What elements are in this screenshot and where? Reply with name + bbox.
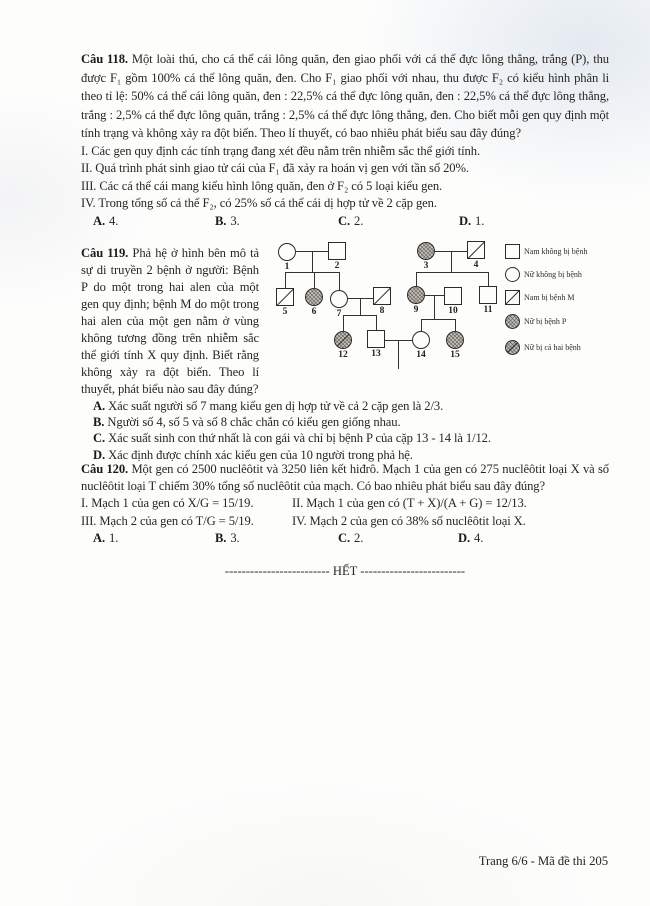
person-1-female-unaffected-icon bbox=[278, 243, 296, 261]
person-2-male-unaffected-icon bbox=[328, 242, 346, 260]
option-a-label: A. bbox=[93, 531, 106, 545]
question-118-option-b bbox=[215, 214, 240, 229]
option-a-text: 1. bbox=[109, 531, 119, 545]
person-13-male-unaffected-icon bbox=[367, 330, 385, 348]
question-119-paragraph bbox=[81, 245, 609, 398]
question-120-label: Câu 120. bbox=[81, 462, 129, 476]
option-c-text: 2. bbox=[354, 531, 364, 545]
question-120-statement-4: IV. Mạch 2 của gen có 38% số nuclêôtit loại X. bbox=[292, 513, 526, 528]
person-6-female-disease-p-icon bbox=[305, 288, 323, 306]
question-119-label: Câu 119. bbox=[81, 246, 129, 260]
pedigree-line bbox=[312, 251, 313, 272]
option-c-label: C. bbox=[338, 531, 351, 545]
person-14-number: 14 bbox=[416, 350, 426, 360]
question-119-option-c bbox=[81, 430, 609, 446]
option-d-text: Xác định được chính xác kiểu gen của 10 người trong phả hệ. bbox=[108, 447, 413, 462]
person-3-number: 3 bbox=[423, 261, 429, 271]
legend-item bbox=[505, 288, 574, 304]
pedigree-line bbox=[488, 272, 489, 286]
person-12-female-both-diseases-icon bbox=[334, 331, 352, 349]
question-120-option-a bbox=[93, 531, 118, 546]
question-120-text: Một gen có 2500 nuclêôtit và 3250 liên kết hiđrô. Mạch 1 của gen có 275 nuclêôtit loại X và số nuclêôtit loại T chiếm 30% tổng số nuclêôtit của mạch. Có bao nhiêu phát biểu sau đây đúng? bbox=[81, 462, 609, 493]
question-118-text: Một loài thú, cho cá thể cái lông quăn, đen giao phối với cá thể đực lông thẳng, trắng (P), thu được F₁ gồm 100% cá thể lông quăn, đen. Cho F₁ giao phối với nhau, thu được F₂ có kiểu hình phân li theo tỉ lệ: 50% cá thể cái lông quăn, đen : 22,5% cá thể đực lông quăn, đen : 22,5% cá thể đực lông thẳng, trắng : 2,5% cá thể đực lông quăn, trắng : 2,5% cá thể đực lông thẳng, đen. Cho biết mỗi gen quy định một tính trạng và không xảy ra đột biến. Theo lí thuyết, có bao nhiêu phát biểu sau đây đúng? bbox=[81, 52, 609, 140]
option-b-text: 3. bbox=[230, 531, 240, 545]
option-d-label: D. bbox=[458, 531, 471, 545]
question-120-statement-2: II. Mạch 1 của gen có (T + X)/(A + G) = 12/13. bbox=[292, 496, 527, 510]
legend-label: Nữ không bị bệnh bbox=[524, 269, 582, 279]
question-119-option-b bbox=[81, 414, 609, 430]
person-6-number: 6 bbox=[311, 307, 317, 317]
person-15-number: 15 bbox=[450, 350, 460, 360]
option-d-label: D. bbox=[459, 213, 472, 228]
legend-item bbox=[505, 242, 587, 258]
legend-item bbox=[505, 265, 582, 281]
option-c-text: 2. bbox=[354, 213, 364, 228]
question-120-statement-1: I. Mạch 1 của gen có X/G = 15/19. bbox=[81, 496, 254, 510]
question-118-statement-2: II. Quá trình phát sinh giao tử cái của F₁ đã xảy ra hoán vị gen với tần số 20%. bbox=[81, 161, 469, 175]
legend-male-unaffected-icon bbox=[505, 244, 520, 259]
question-118-option-a bbox=[93, 214, 118, 229]
person-10-male-unaffected-icon bbox=[444, 287, 462, 305]
question-120-option-d bbox=[458, 531, 483, 546]
person-7-number: 7 bbox=[336, 309, 342, 319]
person-12-number: 12 bbox=[338, 350, 348, 360]
question-118-statement-1: I. Các gen quy định các tính trạng đang xét đều nằm trên nhiễm sắc thể giới tính. bbox=[81, 143, 480, 158]
legend-label: Nam không bị bệnh bbox=[524, 246, 588, 256]
person-8-male-disease-m-icon bbox=[373, 287, 391, 305]
person-3-female-disease-p-icon bbox=[417, 242, 435, 260]
page-footer: Trang 6/6 - Mã đề thi 205 bbox=[478, 854, 608, 868]
question-120-statement-3: III. Mạch 2 của gen có T/G = 5/19. bbox=[81, 513, 254, 528]
pedigree-line bbox=[421, 319, 455, 320]
person-5-male-disease-m-icon bbox=[276, 288, 294, 306]
legend-female-both-diseases-icon bbox=[505, 340, 520, 355]
question-118-paragraph bbox=[81, 50, 609, 143]
option-a-label: A. bbox=[93, 399, 106, 413]
person-14-female-unaffected-icon bbox=[412, 331, 430, 349]
legend-item bbox=[505, 338, 581, 354]
question-118-option-d bbox=[459, 214, 484, 229]
option-d-text: 1. bbox=[475, 213, 485, 228]
question-120-statements bbox=[81, 495, 609, 530]
legend-label: Nữ bị bệnh P bbox=[524, 316, 567, 326]
person-7-female-unaffected-icon bbox=[330, 290, 348, 308]
legend-female-disease-p-icon bbox=[505, 314, 520, 329]
person-13-number: 13 bbox=[371, 349, 381, 359]
option-a-text: 4. bbox=[109, 213, 119, 228]
pedigree-line bbox=[455, 319, 456, 331]
pedigree-line bbox=[416, 272, 417, 286]
legend-label: Nam bị bệnh M bbox=[524, 292, 575, 302]
person-9-female-disease-p-icon bbox=[407, 286, 425, 304]
question-118-option-c bbox=[338, 214, 363, 229]
person-4-male-disease-m-icon bbox=[467, 241, 485, 259]
person-11-male-unaffected-icon bbox=[479, 286, 497, 304]
legend-label: Nữ bị cả hai bệnh bbox=[524, 342, 581, 352]
person-8-number: 8 bbox=[379, 306, 385, 316]
pedigree-line bbox=[314, 272, 315, 288]
pedigree-child-line bbox=[398, 340, 399, 369]
person-15-female-disease-p-icon bbox=[446, 331, 464, 349]
legend-item bbox=[505, 312, 566, 328]
legend-male-disease-m-icon bbox=[505, 290, 520, 305]
person-4-number: 4 bbox=[473, 260, 479, 270]
pedigree-line bbox=[421, 319, 422, 331]
option-a-label: A. bbox=[93, 213, 106, 228]
pedigree-line bbox=[360, 298, 361, 315]
pedigree-line bbox=[416, 272, 488, 273]
question-118-statement-3: III. Các cá thể cái mang kiểu hình lông quăn, đen ở F₂ có 5 loại kiểu gen. bbox=[81, 178, 443, 193]
option-b-label: B. bbox=[93, 415, 105, 430]
pedigree-line bbox=[285, 272, 286, 288]
question-119-text: Phả hệ ở hình bên mô tả sự di truyền 2 bệnh ở người: Bệnh P do một trong hai alen của một gen quy định; bệnh M do một trong hai alen của một gen nằm ở vùng không tương đồng trên nhiễm sắc thể giới tính X quy định. Biết rằng không xảy ra đột biến. Theo lí thuyết, phát biểu nào sau đây đúng? bbox=[81, 246, 259, 396]
question-118-statement-4: IV. Trong tổng số cá thể F₂, có 25% số cá thể cái dị hợp tử về 2 cặp gen. bbox=[81, 196, 437, 210]
question-118-answer-row bbox=[81, 214, 609, 231]
end-of-exam-marker: ------------------------- HẾT ------------------------- bbox=[224, 564, 466, 578]
option-c-label: C. bbox=[338, 213, 351, 228]
option-a-text: Xác suất người số 7 mang kiểu gen dị hợp tử về cả 2 cặp gen là 2/3. bbox=[108, 399, 444, 413]
option-d-label: D. bbox=[93, 447, 106, 462]
pedigree-figure bbox=[265, 239, 609, 377]
pedigree-line bbox=[339, 272, 340, 290]
question-120-answer-row bbox=[81, 531, 609, 548]
question-118 bbox=[81, 50, 609, 231]
person-5-number: 5 bbox=[282, 307, 288, 317]
question-120-option-b bbox=[215, 531, 240, 546]
question-120-option-c bbox=[338, 531, 363, 546]
option-c-label: C. bbox=[93, 431, 106, 446]
person-2-number: 2 bbox=[334, 261, 340, 271]
pedigree-line bbox=[434, 295, 435, 319]
person-10-number: 10 bbox=[448, 306, 458, 316]
question-119-option-a bbox=[81, 398, 609, 414]
question-118-label: Câu 118. bbox=[81, 52, 128, 66]
pedigree-line bbox=[376, 315, 377, 330]
pedigree-line bbox=[451, 251, 452, 272]
person-11-number: 11 bbox=[483, 305, 493, 315]
legend-female-unaffected-icon bbox=[505, 267, 520, 282]
question-120-paragraph bbox=[81, 461, 609, 495]
person-1-number: 1 bbox=[284, 262, 290, 272]
option-b-label: B. bbox=[215, 213, 227, 228]
option-b-text: 3. bbox=[230, 213, 240, 228]
option-b-text: Người số 4, số 5 và số 8 chắc chắn có kiểu gen giống nhau. bbox=[107, 415, 401, 430]
question-120 bbox=[81, 461, 609, 548]
option-d-text: 4. bbox=[474, 531, 484, 545]
person-9-number: 9 bbox=[413, 305, 419, 315]
option-b-label: B. bbox=[215, 531, 227, 545]
option-c-text: Xác suất sinh con thứ nhất là con gái và chỉ bị bệnh P của cặp 13 - 14 là 1/12. bbox=[108, 431, 491, 446]
question-119 bbox=[81, 245, 609, 463]
